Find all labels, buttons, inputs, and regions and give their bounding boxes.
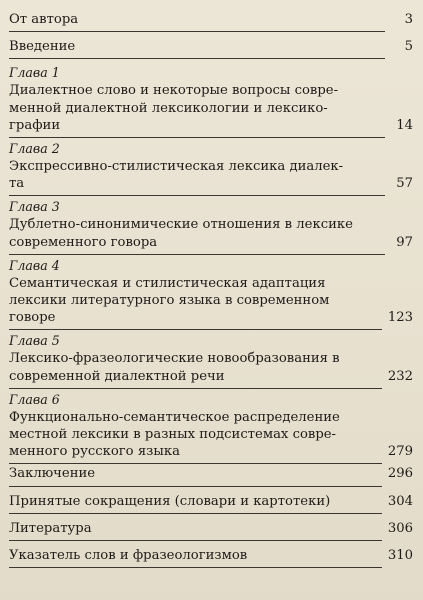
entry-title-line: Диалектное слово и некоторые вопросы совре- [9, 83, 339, 99]
entry-page-number: 232 [387, 368, 413, 384]
entry-title-line: говоре [9, 309, 382, 326]
entry-page-number: 304 [387, 493, 413, 509]
chapter-label: Глава 4 [9, 257, 60, 273]
entry-page-number: 310 [387, 548, 413, 564]
toc-entry-chapter-4[interactable] [9, 258, 413, 327]
entry-title-line: менного русского языка [9, 443, 382, 460]
entry-title-line: Лексико-фразеологические новообразования в [9, 351, 340, 367]
entry-title: Введение [9, 38, 385, 55]
toc-entry-conclusion[interactable] [9, 465, 413, 484]
entry-page-number: 5 [404, 39, 413, 55]
entry-page-number: 296 [387, 466, 413, 482]
toc-entry-chapter-3[interactable] [9, 199, 413, 250]
toc-entry-abbreviations[interactable] [9, 493, 413, 512]
entry-page-number: 97 [396, 234, 413, 250]
entry-title-line: менной диалектной лексикологии и лексико- [9, 100, 328, 116]
chapter-label: Глава 5 [9, 333, 60, 349]
entry-title: Заключение [9, 465, 382, 482]
toc-list [9, 11, 413, 566]
chapter-label: Глава 6 [9, 391, 60, 407]
entry-title [9, 350, 382, 384]
entry-title [9, 82, 385, 134]
entry-title-line: Дублетно-синонимические отношения в лексике [9, 217, 353, 233]
toc-entry-index[interactable] [9, 547, 413, 566]
entry-title: Литература [9, 520, 382, 537]
entry-page-number: 306 [387, 520, 413, 536]
chapter-label: Глава 1 [9, 65, 60, 81]
toc-entry-from-author[interactable] [9, 11, 413, 30]
entry-page-number: 57 [396, 176, 413, 192]
entry-title [9, 275, 382, 327]
toc-entry-literature[interactable] [9, 520, 413, 539]
entry-title: От автора [9, 11, 385, 28]
entry-page-number: 123 [387, 310, 413, 326]
entry-title-line: лексики литературного языка в современном [9, 293, 330, 309]
entry-title-line: современной диалектной речи [9, 368, 382, 385]
entry-title [9, 409, 382, 461]
entry-title-line: современного говора [9, 234, 385, 251]
chapter-label: Глава 3 [9, 199, 60, 215]
toc-entry-chapter-1[interactable] [9, 65, 413, 134]
entry-page-number: 3 [404, 12, 413, 27]
entry-title-line: Функционально-семантическое распределение [9, 409, 340, 425]
entry-title [9, 158, 385, 192]
entry-title-line: местной лексики в разных подсистемах совре- [9, 427, 337, 443]
toc-entry-chapter-6[interactable] [9, 392, 413, 461]
toc-entry-chapter-2[interactable] [9, 141, 413, 192]
toc-entry-chapter-5[interactable] [9, 333, 413, 384]
entry-title [9, 216, 385, 250]
entry-title-line: та [9, 175, 385, 192]
entry-title: Принятые сокращения (словари и картотеки) [9, 493, 382, 510]
entry-title: Указатель слов и фразеологизмов [9, 547, 382, 564]
entry-title-line: Экспрессивно-стилистическая лексика диалек- [9, 159, 344, 175]
entry-title-line: Семантическая и стилистическая адаптация [9, 275, 326, 291]
entry-title-line: графии [9, 117, 385, 134]
toc-entry-introduction[interactable] [9, 38, 413, 57]
entry-page-number: 14 [396, 117, 413, 133]
chapter-label: Глава 2 [9, 141, 60, 157]
entry-page-number: 279 [387, 444, 413, 460]
